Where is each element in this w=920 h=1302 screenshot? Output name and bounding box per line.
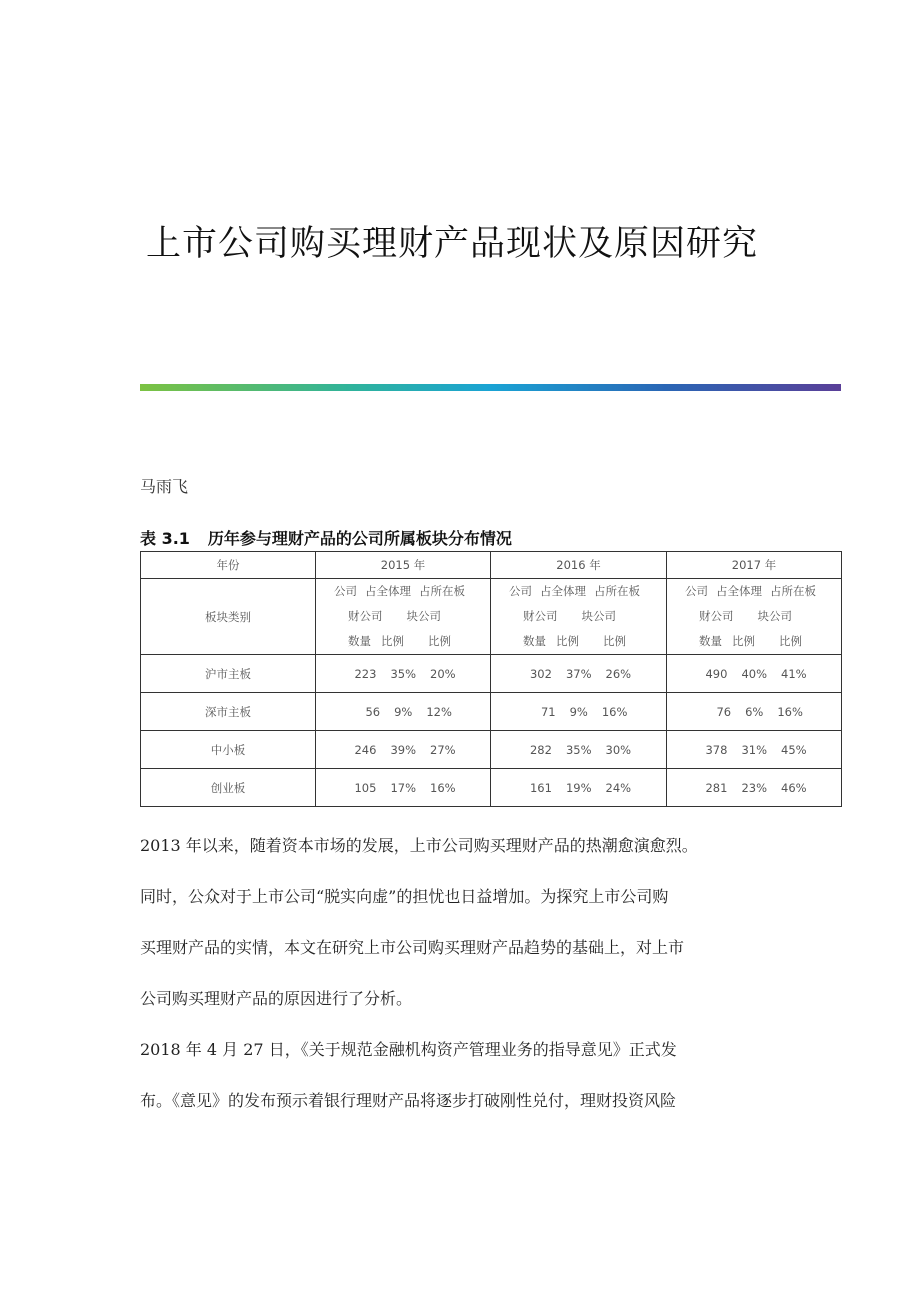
- value-cell-2017: [667, 655, 842, 693]
- paragraph-line: 买理财产品的实情，本文在研究上市公司购买理财产品趋势的基础上，对上市: [140, 938, 685, 957]
- share-all-value: 39%: [390, 742, 416, 757]
- count-value: 56: [365, 704, 381, 719]
- subheader-cell-2016: [491, 579, 667, 655]
- sector-name-cell: 深市主板: [141, 693, 316, 731]
- share-all-value: 31%: [741, 742, 767, 757]
- value-cell-2016: [491, 731, 667, 769]
- year-header-2015: 2015 年: [316, 552, 491, 579]
- subheader-text: 比例: [381, 634, 404, 648]
- year-label-cell: 年份: [141, 552, 316, 579]
- subheader-text: 块公司: [581, 609, 616, 623]
- title-divider-bar: [140, 384, 841, 391]
- table-row: [141, 655, 842, 693]
- subheader-text: 数量: [699, 634, 722, 648]
- share-board-value: 45%: [781, 742, 807, 757]
- share-board-value: 46%: [781, 780, 807, 795]
- share-board-value: 30%: [605, 742, 632, 757]
- subheader-text: 比例: [428, 634, 451, 648]
- count-value: 246: [354, 742, 377, 757]
- subheader-text: 公司: [334, 584, 357, 598]
- share-board-value: 16%: [430, 780, 456, 795]
- paragraph-line: 同时，公众对于上市公司“脱实向虚”的担忧也日益增加。为探究上市公司购: [140, 887, 669, 906]
- value-cell-2015: [316, 693, 491, 731]
- table-row: [141, 731, 842, 769]
- paragraph-line: 2013 年以来，随着资本市场的发展，上市公司购买理财产品的热潮愈演愈烈。: [140, 836, 698, 855]
- count-value: 378: [705, 742, 728, 757]
- count-value: 223: [354, 666, 377, 681]
- count-value: 105: [354, 780, 377, 795]
- subheader-text: 占所在板: [419, 584, 465, 598]
- table-header-row: [141, 552, 842, 579]
- subheader-text: 比例: [732, 634, 755, 648]
- value-cell-2017: [667, 731, 842, 769]
- body-paragraph-1: [140, 820, 780, 1024]
- share-board-value: 27%: [430, 742, 456, 757]
- share-all-value: 6%: [745, 704, 764, 719]
- subheader-text: 公司: [685, 584, 708, 598]
- share-board-value: 26%: [605, 666, 632, 681]
- subheader-text: 比例: [779, 634, 802, 648]
- sector-name-cell: 沪市主板: [141, 655, 316, 693]
- subheader-text: 占全体理: [716, 584, 762, 598]
- count-value: 282: [529, 742, 552, 757]
- share-all-value: 40%: [741, 666, 767, 681]
- subheader-text: 占所在板: [594, 584, 640, 598]
- count-value: 490: [705, 666, 728, 681]
- share-all-value: 9%: [569, 704, 588, 719]
- share-board-value: 24%: [605, 780, 632, 795]
- subheader-cell-2017: [667, 579, 842, 655]
- sector-name-cell: 创业板: [141, 769, 316, 807]
- year-header-2016: 2016 年: [491, 552, 667, 579]
- value-cell-2016: [491, 655, 667, 693]
- subheader-text: 块公司: [757, 609, 792, 623]
- subheader-text: 占所在板: [770, 584, 816, 598]
- subheader-text: 公司: [509, 584, 532, 598]
- count-value: 71: [540, 704, 556, 719]
- table-caption-text: 历年参与理财产品的公司所属板块分布情况: [207, 529, 512, 548]
- share-all-value: 9%: [394, 704, 413, 719]
- paragraph-line: 公司购买理财产品的原因进行了分析。: [140, 989, 413, 1008]
- subheader-text: 数量: [348, 634, 371, 648]
- share-all-value: 17%: [390, 780, 416, 795]
- value-cell-2017: [667, 769, 842, 807]
- sector-name-cell: 中小板: [141, 731, 316, 769]
- value-cell-2016: [491, 693, 667, 731]
- count-value: 161: [529, 780, 552, 795]
- count-value: 281: [705, 780, 728, 795]
- year-header-2017: 2017 年: [667, 552, 842, 579]
- value-cell-2015: [316, 655, 491, 693]
- subheader-text: 数量: [523, 634, 546, 648]
- count-value: 76: [716, 704, 732, 719]
- value-cell-2015: [316, 769, 491, 807]
- share-all-value: 19%: [565, 780, 592, 795]
- subheader-cell-2015: [316, 579, 491, 655]
- subheader-text: 比例: [603, 634, 626, 648]
- subheader-text: 财公司: [348, 609, 383, 623]
- subheader-text: 块公司: [406, 609, 441, 623]
- share-all-value: 23%: [741, 780, 767, 795]
- share-board-value: 41%: [781, 666, 807, 681]
- share-board-value: 12%: [426, 704, 452, 719]
- paragraph-line: 2018 年 4 月 27 日，《关于规范金融机构资产管理业务的指导意见》正式发: [140, 1040, 677, 1059]
- table-subheader-row: [141, 579, 842, 655]
- value-cell-2017: [667, 693, 842, 731]
- subheader-text: 财公司: [699, 609, 734, 623]
- subheader-text: 财公司: [523, 609, 558, 623]
- share-all-value: 35%: [390, 666, 416, 681]
- sector-type-label-cell: 板块类别: [141, 579, 316, 655]
- share-all-value: 37%: [565, 666, 592, 681]
- table-row: [141, 769, 842, 807]
- sector-distribution-table: [140, 551, 842, 807]
- count-value: 302: [529, 666, 552, 681]
- table-caption-number: 表 3.1: [140, 529, 190, 548]
- share-board-value: 16%: [601, 704, 628, 719]
- paragraph-line: 布。《意见》的发布预示着银行理财产品将逐步打破刚性兑付，理财投资风险: [140, 1091, 677, 1110]
- body-paragraph-2: [140, 1024, 780, 1126]
- share-all-value: 35%: [565, 742, 592, 757]
- subheader-text: 比例: [556, 634, 579, 648]
- share-board-value: 16%: [777, 704, 803, 719]
- page-title: 上市公司购买理财产品现状及原因研究: [146, 224, 759, 264]
- subheader-text: 占全体理: [540, 584, 586, 598]
- value-cell-2016: [491, 769, 667, 807]
- author-name: 马雨飞: [140, 477, 189, 496]
- share-board-value: 20%: [430, 666, 456, 681]
- value-cell-2015: [316, 731, 491, 769]
- subheader-text: 占全体理: [365, 584, 411, 598]
- table-row: [141, 693, 842, 731]
- table-caption: [140, 526, 512, 549]
